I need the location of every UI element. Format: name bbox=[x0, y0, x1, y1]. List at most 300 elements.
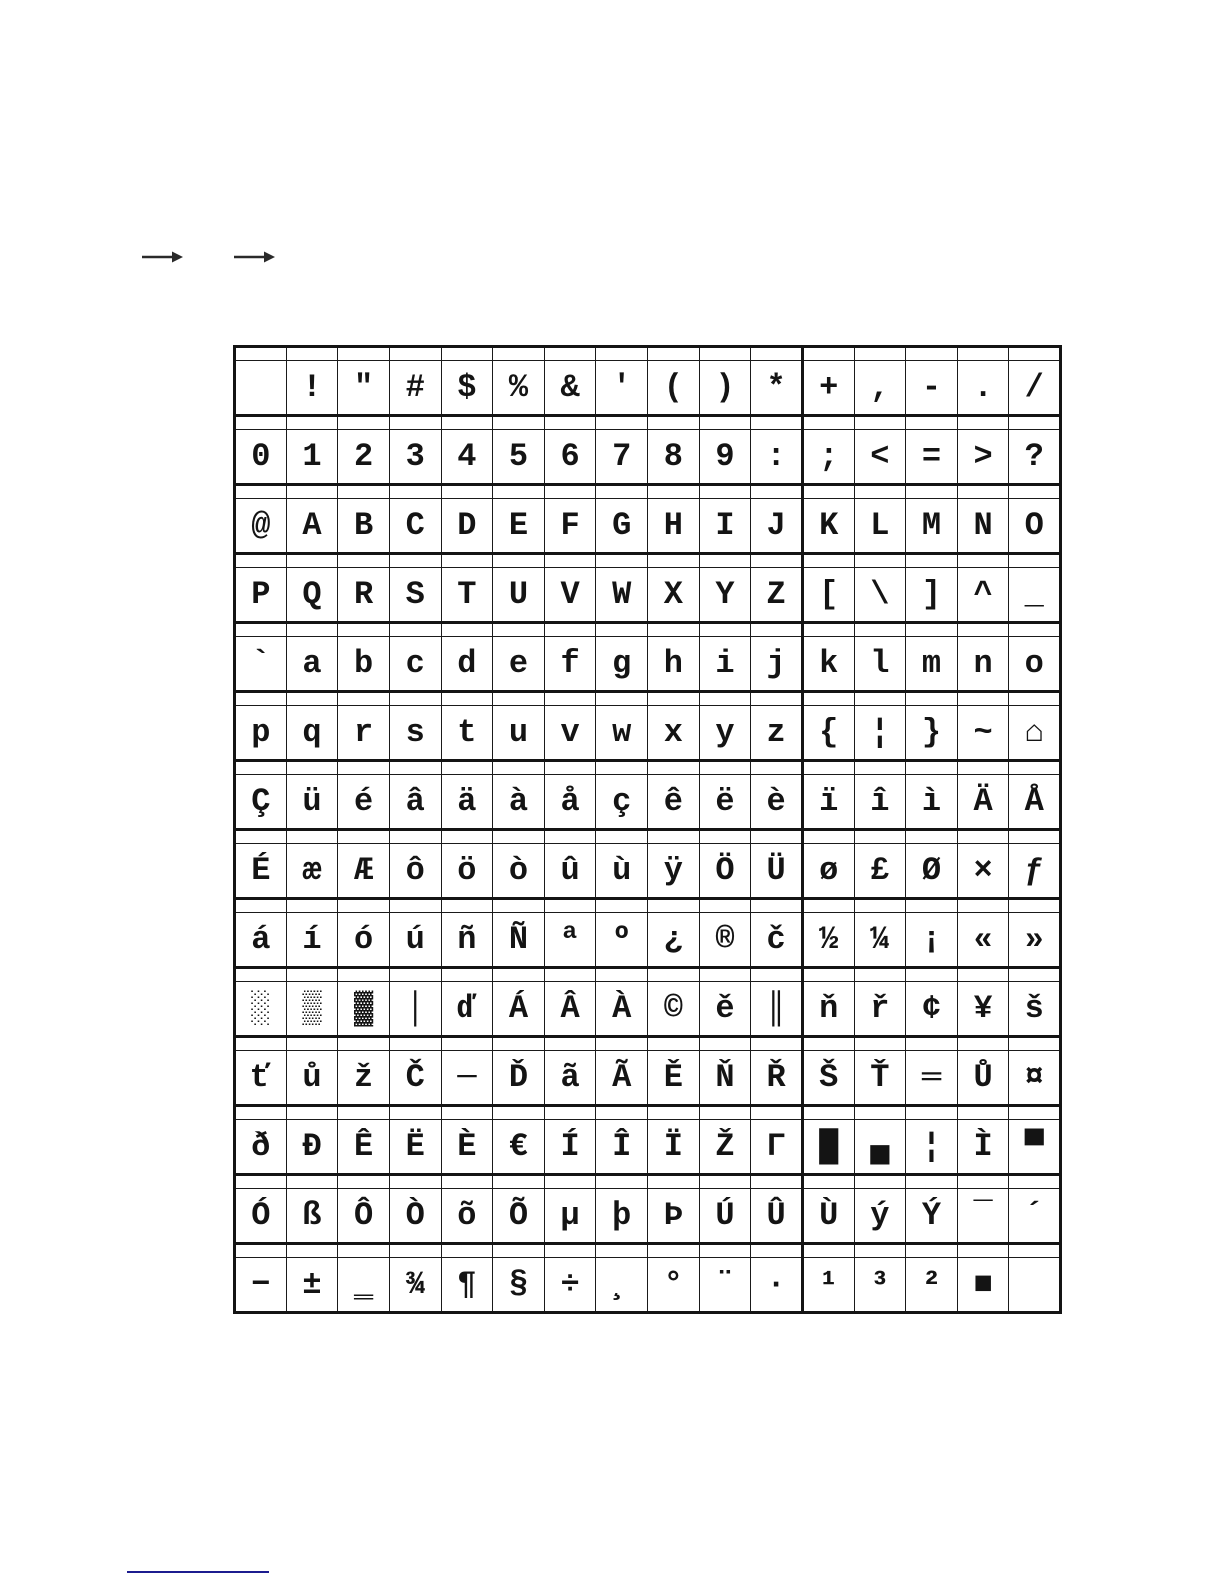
charset-cell: Ä bbox=[957, 775, 1009, 830]
spacer-cell bbox=[699, 899, 751, 913]
charset-cell: [ bbox=[802, 568, 854, 623]
spacer-cell bbox=[802, 830, 854, 844]
spacer-cell bbox=[751, 485, 803, 499]
spacer-cell bbox=[751, 1175, 803, 1189]
spacer-cell bbox=[338, 485, 390, 499]
charset-cell: Ě bbox=[648, 1051, 700, 1106]
spacer-cell bbox=[235, 830, 287, 844]
spacer-cell bbox=[854, 692, 906, 706]
charset-cell: ± bbox=[286, 1258, 338, 1313]
charset-cell: č bbox=[751, 913, 803, 968]
spacer-cell bbox=[338, 1175, 390, 1189]
spacer-cell bbox=[389, 899, 441, 913]
spacer-cell bbox=[854, 623, 906, 637]
spacer-cell bbox=[1009, 692, 1061, 706]
spacer-cell bbox=[957, 554, 1009, 568]
charset-cell: , bbox=[854, 361, 906, 416]
charset-cell: z bbox=[751, 706, 803, 761]
spacer-cell bbox=[751, 623, 803, 637]
spacer-cell bbox=[286, 1244, 338, 1258]
spacer-cell bbox=[493, 416, 545, 430]
footnote-rule[interactable] bbox=[127, 1571, 269, 1573]
charset-cell: Ù bbox=[802, 1189, 854, 1244]
spacer-cell bbox=[441, 761, 493, 775]
spacer-cell bbox=[957, 1244, 1009, 1258]
spacer-cell bbox=[596, 485, 648, 499]
charset-cell: ‗ bbox=[338, 1258, 390, 1313]
charset-cell: ç bbox=[596, 775, 648, 830]
spacer-cell bbox=[338, 1106, 390, 1120]
charset-cell: C bbox=[389, 499, 441, 554]
charset-cell: ` bbox=[235, 637, 287, 692]
charset-cell: k bbox=[802, 637, 854, 692]
charset-cell: Ï bbox=[648, 1120, 700, 1175]
spacer-cell bbox=[389, 830, 441, 844]
charset-cell: š bbox=[1009, 982, 1061, 1037]
charset-cell: ï bbox=[802, 775, 854, 830]
charset-cell: § bbox=[493, 1258, 545, 1313]
charset-cell: # bbox=[389, 361, 441, 416]
charset-cell: ÷ bbox=[544, 1258, 596, 1313]
spacer-cell bbox=[596, 968, 648, 982]
charset-cell: ñ bbox=[441, 913, 493, 968]
charset-cell: * bbox=[751, 361, 803, 416]
spacer-cell bbox=[957, 1037, 1009, 1051]
spacer-cell bbox=[906, 692, 958, 706]
spacer-cell bbox=[699, 485, 751, 499]
spacer-cell bbox=[389, 1175, 441, 1189]
charset-cell: ë bbox=[699, 775, 751, 830]
spacer-cell bbox=[389, 1106, 441, 1120]
spacer-cell bbox=[802, 692, 854, 706]
spacer-cell bbox=[1009, 968, 1061, 982]
spacer-cell bbox=[854, 1175, 906, 1189]
charset-cell: ( bbox=[648, 361, 700, 416]
spacer-cell bbox=[338, 554, 390, 568]
charset-cell: £ bbox=[854, 844, 906, 899]
charset-cell: ¥ bbox=[957, 982, 1009, 1037]
spacer-cell bbox=[338, 347, 390, 361]
spacer-cell bbox=[957, 485, 1009, 499]
charset-cell: G bbox=[596, 499, 648, 554]
spacer-cell bbox=[648, 416, 700, 430]
charset-cell: Č bbox=[389, 1051, 441, 1106]
spacer-cell bbox=[854, 1106, 906, 1120]
charset-cell: 3 bbox=[389, 430, 441, 485]
charset-cell: Ñ bbox=[493, 913, 545, 968]
spacer-cell bbox=[1009, 1244, 1061, 1258]
spacer-cell bbox=[286, 1106, 338, 1120]
spacer-cell bbox=[648, 1037, 700, 1051]
spacer-cell bbox=[906, 416, 958, 430]
spacer-cell bbox=[699, 692, 751, 706]
charset-cell: y bbox=[699, 706, 751, 761]
charset-cell: È bbox=[441, 1120, 493, 1175]
spacer-cell bbox=[441, 623, 493, 637]
spacer-cell bbox=[493, 968, 545, 982]
spacer-cell bbox=[389, 554, 441, 568]
charset-cell: > bbox=[957, 430, 1009, 485]
charset-cell: − bbox=[235, 1258, 287, 1313]
spacer-cell bbox=[286, 347, 338, 361]
charset-cell: ů bbox=[286, 1051, 338, 1106]
charset-cell: ¡ bbox=[906, 913, 958, 968]
charset-cell: ! bbox=[286, 361, 338, 416]
spacer-cell bbox=[648, 347, 700, 361]
charset-cell: _ bbox=[1009, 568, 1061, 623]
spacer-cell bbox=[338, 830, 390, 844]
charset-cell: x bbox=[648, 706, 700, 761]
charset-cell: : bbox=[751, 430, 803, 485]
charset-cell: 1 bbox=[286, 430, 338, 485]
charset-cell: & bbox=[544, 361, 596, 416]
spacer-cell bbox=[596, 830, 648, 844]
charset-cell: ¸ bbox=[596, 1258, 648, 1313]
charset-table-wrap bbox=[233, 345, 1062, 1314]
charset-cell: Ò bbox=[389, 1189, 441, 1244]
spacer-cell bbox=[854, 347, 906, 361]
charset-cell: T bbox=[441, 568, 493, 623]
spacer-cell bbox=[338, 761, 390, 775]
spacer-cell bbox=[441, 899, 493, 913]
charset-cell: ■ bbox=[957, 1258, 1009, 1313]
charset-cell: c bbox=[389, 637, 441, 692]
right-arrows bbox=[138, 243, 283, 271]
charset-cell: ⌂ bbox=[1009, 706, 1061, 761]
charset-cell: b bbox=[338, 637, 390, 692]
charset-cell: █ bbox=[802, 1120, 854, 1175]
spacer-cell bbox=[648, 623, 700, 637]
charset-cell: e bbox=[493, 637, 545, 692]
charset-cell: q bbox=[286, 706, 338, 761]
spacer-cell bbox=[493, 830, 545, 844]
spacer-cell bbox=[957, 623, 1009, 637]
charset-cell: ░ bbox=[235, 982, 287, 1037]
charset-cell: ½ bbox=[802, 913, 854, 968]
charset-cell: h bbox=[648, 637, 700, 692]
spacer-cell bbox=[441, 416, 493, 430]
spacer-cell bbox=[957, 968, 1009, 982]
spacer-cell bbox=[802, 1106, 854, 1120]
spacer-cell bbox=[441, 692, 493, 706]
spacer-cell bbox=[493, 485, 545, 499]
charset-cell: Ř bbox=[751, 1051, 803, 1106]
charset-cell: Ň bbox=[699, 1051, 751, 1106]
spacer-cell bbox=[286, 761, 338, 775]
spacer-cell bbox=[648, 1175, 700, 1189]
spacer-cell bbox=[338, 1244, 390, 1258]
charset-cell: ì bbox=[906, 775, 958, 830]
charset-cell: Ã bbox=[596, 1051, 648, 1106]
spacer-cell bbox=[906, 830, 958, 844]
charset-cell: ¹ bbox=[802, 1258, 854, 1313]
spacer-cell bbox=[286, 416, 338, 430]
spacer-cell bbox=[699, 1106, 751, 1120]
spacer-cell bbox=[648, 485, 700, 499]
spacer-cell bbox=[854, 761, 906, 775]
spacer-cell bbox=[906, 347, 958, 361]
spacer-cell bbox=[957, 761, 1009, 775]
charset-cell: ð bbox=[235, 1120, 287, 1175]
spacer-cell bbox=[854, 830, 906, 844]
charset-cell: o bbox=[1009, 637, 1061, 692]
charset-cell: ü bbox=[286, 775, 338, 830]
spacer-cell bbox=[596, 1175, 648, 1189]
spacer-cell bbox=[338, 968, 390, 982]
spacer-cell bbox=[596, 416, 648, 430]
charset-cell: / bbox=[1009, 361, 1061, 416]
spacer-cell bbox=[544, 485, 596, 499]
spacer-cell bbox=[699, 416, 751, 430]
spacer-cell bbox=[1009, 1037, 1061, 1051]
charset-cell: . bbox=[957, 361, 1009, 416]
spacer-cell bbox=[802, 1175, 854, 1189]
charset-cell: æ bbox=[286, 844, 338, 899]
spacer-cell bbox=[802, 1037, 854, 1051]
charset-cell: H bbox=[648, 499, 700, 554]
spacer-cell bbox=[389, 1037, 441, 1051]
spacer-cell bbox=[596, 623, 648, 637]
spacer-cell bbox=[854, 554, 906, 568]
charset-cell: ) bbox=[699, 361, 751, 416]
charset-cell: ¨ bbox=[699, 1258, 751, 1313]
charset-cell: â bbox=[389, 775, 441, 830]
charset-cell: ¼ bbox=[854, 913, 906, 968]
spacer-cell bbox=[906, 1244, 958, 1258]
charset-cell: \ bbox=[854, 568, 906, 623]
charset-cell: ó bbox=[338, 913, 390, 968]
spacer-cell bbox=[235, 1037, 287, 1051]
charset-cell: ô bbox=[389, 844, 441, 899]
spacer-cell bbox=[389, 347, 441, 361]
charset-cell: Ì bbox=[957, 1120, 1009, 1175]
charset-cell: p bbox=[235, 706, 287, 761]
charset-cell: Ô bbox=[338, 1189, 390, 1244]
spacer-cell bbox=[802, 554, 854, 568]
charset-cell: ¶ bbox=[441, 1258, 493, 1313]
spacer-cell bbox=[338, 623, 390, 637]
spacer-cell bbox=[544, 416, 596, 430]
charset-cell: " bbox=[338, 361, 390, 416]
charset-cell: i bbox=[699, 637, 751, 692]
spacer-cell bbox=[1009, 416, 1061, 430]
charset-cell: Q bbox=[286, 568, 338, 623]
charset-cell: ▀ bbox=[1009, 1120, 1061, 1175]
spacer-cell bbox=[854, 968, 906, 982]
spacer-cell bbox=[648, 1106, 700, 1120]
spacer-cell bbox=[648, 761, 700, 775]
charset-cell: × bbox=[957, 844, 1009, 899]
charset-cell: + bbox=[802, 361, 854, 416]
spacer-cell bbox=[699, 968, 751, 982]
charset-cell: ž bbox=[338, 1051, 390, 1106]
charset-cell: á bbox=[235, 913, 287, 968]
spacer-cell bbox=[286, 623, 338, 637]
spacer-cell bbox=[544, 1037, 596, 1051]
charset-cell: ▒ bbox=[286, 982, 338, 1037]
spacer-cell bbox=[751, 1244, 803, 1258]
spacer-cell bbox=[699, 554, 751, 568]
charset-cell: ¾ bbox=[389, 1258, 441, 1313]
charset-cell: w bbox=[596, 706, 648, 761]
charset-cell: î bbox=[854, 775, 906, 830]
spacer-cell bbox=[235, 554, 287, 568]
charset-cell: R bbox=[338, 568, 390, 623]
charset-cell: ¢ bbox=[906, 982, 958, 1037]
character-code-table bbox=[233, 345, 1062, 1314]
charset-cell: þ bbox=[596, 1189, 648, 1244]
spacer-cell bbox=[699, 1175, 751, 1189]
charset-cell: ù bbox=[596, 844, 648, 899]
spacer-cell bbox=[493, 347, 545, 361]
spacer-cell bbox=[751, 830, 803, 844]
charset-cell: P bbox=[235, 568, 287, 623]
charset-cell: Û bbox=[751, 1189, 803, 1244]
charset-cell: ═ bbox=[906, 1051, 958, 1106]
charset-cell: r bbox=[338, 706, 390, 761]
charset-cell: - bbox=[906, 361, 958, 416]
spacer-cell bbox=[957, 830, 1009, 844]
right-arrow-icon bbox=[142, 252, 183, 263]
charset-cell: ú bbox=[389, 913, 441, 968]
charset-cell: ▄ bbox=[854, 1120, 906, 1175]
spacer-cell bbox=[802, 485, 854, 499]
charset-cell: ß bbox=[286, 1189, 338, 1244]
spacer-cell bbox=[493, 692, 545, 706]
charset-cell: A bbox=[286, 499, 338, 554]
charset-cell: Ů bbox=[957, 1051, 1009, 1106]
spacer-cell bbox=[493, 554, 545, 568]
charset-cell: 5 bbox=[493, 430, 545, 485]
spacer-cell bbox=[235, 347, 287, 361]
spacer-cell bbox=[286, 1037, 338, 1051]
spacer-cell bbox=[389, 968, 441, 982]
spacer-cell bbox=[1009, 830, 1061, 844]
charset-cell: ║ bbox=[751, 982, 803, 1037]
charset-cell: Ý bbox=[906, 1189, 958, 1244]
spacer-cell bbox=[389, 416, 441, 430]
charset-cell: É bbox=[235, 844, 287, 899]
spacer-cell bbox=[802, 347, 854, 361]
spacer-cell bbox=[286, 692, 338, 706]
charset-cell: Ü bbox=[751, 844, 803, 899]
spacer-cell bbox=[802, 416, 854, 430]
spacer-cell bbox=[751, 1106, 803, 1120]
charset-cell: Γ bbox=[751, 1120, 803, 1175]
spacer-cell bbox=[802, 968, 854, 982]
spacer-cell bbox=[1009, 554, 1061, 568]
spacer-cell bbox=[389, 761, 441, 775]
charset-cell: l bbox=[854, 637, 906, 692]
charset-cell: µ bbox=[544, 1189, 596, 1244]
spacer-cell bbox=[544, 1175, 596, 1189]
charset-cell: ® bbox=[699, 913, 751, 968]
spacer-cell bbox=[906, 554, 958, 568]
charset-cell: € bbox=[493, 1120, 545, 1175]
charset-cell: D bbox=[441, 499, 493, 554]
spacer-cell bbox=[235, 899, 287, 913]
charset-cell: ƒ bbox=[1009, 844, 1061, 899]
spacer-cell bbox=[648, 899, 700, 913]
spacer-cell bbox=[957, 899, 1009, 913]
spacer-cell bbox=[441, 1244, 493, 1258]
spacer-cell bbox=[389, 692, 441, 706]
spacer-cell bbox=[286, 485, 338, 499]
charset-cell: { bbox=[802, 706, 854, 761]
spacer-cell bbox=[544, 347, 596, 361]
spacer-cell bbox=[648, 554, 700, 568]
charset-cell bbox=[1009, 1258, 1061, 1313]
spacer-cell bbox=[1009, 347, 1061, 361]
spacer-cell bbox=[802, 623, 854, 637]
charset-cell: ? bbox=[1009, 430, 1061, 485]
charset-cell: Š bbox=[802, 1051, 854, 1106]
spacer-cell bbox=[493, 1106, 545, 1120]
charset-cell: º bbox=[596, 913, 648, 968]
charset-cell: ¿ bbox=[648, 913, 700, 968]
charset-cell: ¤ bbox=[1009, 1051, 1061, 1106]
charset-cell: ~ bbox=[957, 706, 1009, 761]
charset-cell: Á bbox=[493, 982, 545, 1037]
spacer-cell bbox=[957, 416, 1009, 430]
charset-cell bbox=[235, 361, 287, 416]
charset-cell: è bbox=[751, 775, 803, 830]
charset-cell: E bbox=[493, 499, 545, 554]
charset-cell: Õ bbox=[493, 1189, 545, 1244]
charset-cell: ² bbox=[906, 1258, 958, 1313]
charset-cell: s bbox=[389, 706, 441, 761]
charset-cell: = bbox=[906, 430, 958, 485]
spacer-cell bbox=[544, 830, 596, 844]
spacer-cell bbox=[906, 968, 958, 982]
spacer-cell bbox=[648, 830, 700, 844]
charset-cell: 6 bbox=[544, 430, 596, 485]
spacer-cell bbox=[751, 347, 803, 361]
charset-cell: à bbox=[493, 775, 545, 830]
spacer-cell bbox=[235, 1175, 287, 1189]
spacer-cell bbox=[441, 830, 493, 844]
spacer-cell bbox=[544, 1106, 596, 1120]
spacer-cell bbox=[648, 968, 700, 982]
charset-cell: ò bbox=[493, 844, 545, 899]
charset-cell: F bbox=[544, 499, 596, 554]
charset-cell: m bbox=[906, 637, 958, 692]
spacer-cell bbox=[906, 899, 958, 913]
charset-cell: õ bbox=[441, 1189, 493, 1244]
charset-cell: ^ bbox=[957, 568, 1009, 623]
spacer-cell bbox=[493, 1175, 545, 1189]
spacer-cell bbox=[544, 761, 596, 775]
charset-cell: Æ bbox=[338, 844, 390, 899]
charset-cell: u bbox=[493, 706, 545, 761]
charset-cell: Ž bbox=[699, 1120, 751, 1175]
spacer-cell bbox=[957, 347, 1009, 361]
charset-cell: ÿ bbox=[648, 844, 700, 899]
charset-cell: ä bbox=[441, 775, 493, 830]
spacer-cell bbox=[699, 761, 751, 775]
spacer-cell bbox=[493, 1244, 545, 1258]
spacer-cell bbox=[235, 623, 287, 637]
spacer-cell bbox=[1009, 1175, 1061, 1189]
charset-cell: f bbox=[544, 637, 596, 692]
charset-cell: Ó bbox=[235, 1189, 287, 1244]
spacer-cell bbox=[854, 485, 906, 499]
spacer-cell bbox=[906, 1037, 958, 1051]
charset-cell: ¦ bbox=[854, 706, 906, 761]
charset-cell: @ bbox=[235, 499, 287, 554]
spacer-cell bbox=[493, 1037, 545, 1051]
charset-cell: Î bbox=[596, 1120, 648, 1175]
